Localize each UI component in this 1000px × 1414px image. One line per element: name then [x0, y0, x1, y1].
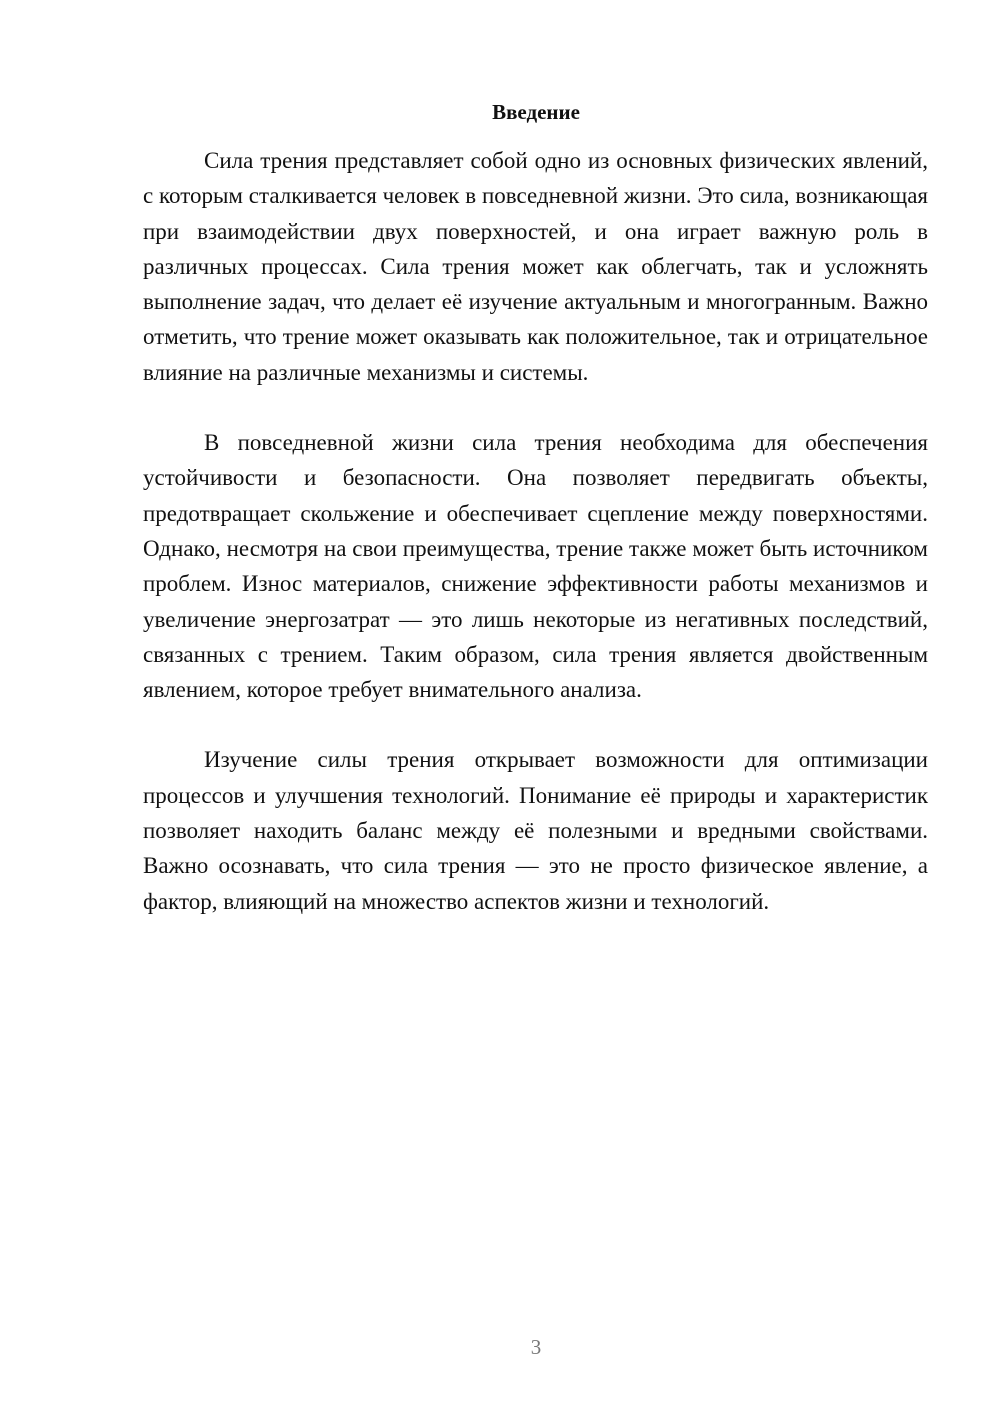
paragraph-3: Изучение силы трения открывает возможности для оптимизации процессов и улучшения технологий. Понимание её природы и характеристик позволяет находить баланс между её полезными и вредными свойствами. Важно осознавать, что сила трения — это не просто физическое явление, а фактор, влияющий на множество аспектов жизни и технологий. [143, 747, 928, 914]
section-title: Введение [492, 100, 580, 124]
body-text [143, 143, 928, 954]
paragraph-2: В повседневной жизни сила трения необходима для обеспечения устойчивости и безопасности. Она позволяет передвигать объекты, предотвращает скольжение и обеспечивает сцепление между поверхностями. Однако, несмотря на свои преимущества, трение также может быть источником проблем. Износ материалов, снижение эффективности работы механизмов и увеличение энергозатрат — это лишь некоторые из негативных последствий, связанных с трением. Таким образом, сила трения является двойственным явлением, которое требует внимательного анализа. [143, 430, 928, 703]
page-number: 3 [530, 1335, 542, 1359]
paragraph-1: Сила трения представляет собой одно из основных физических явлений, с которым сталкивается человек в повседневной жизни. Это сила, возникающая при взаимодействии двух поверхностей, и она играет важную роль в различных процессах. Сила трения может как облегчать, так и усложнять выполнение задач, что делает её изучение актуальным и многогранным. Важно отметить, что трение может оказывать как положительное, так и отрицательное влияние на различные механизмы и системы. [143, 148, 928, 385]
